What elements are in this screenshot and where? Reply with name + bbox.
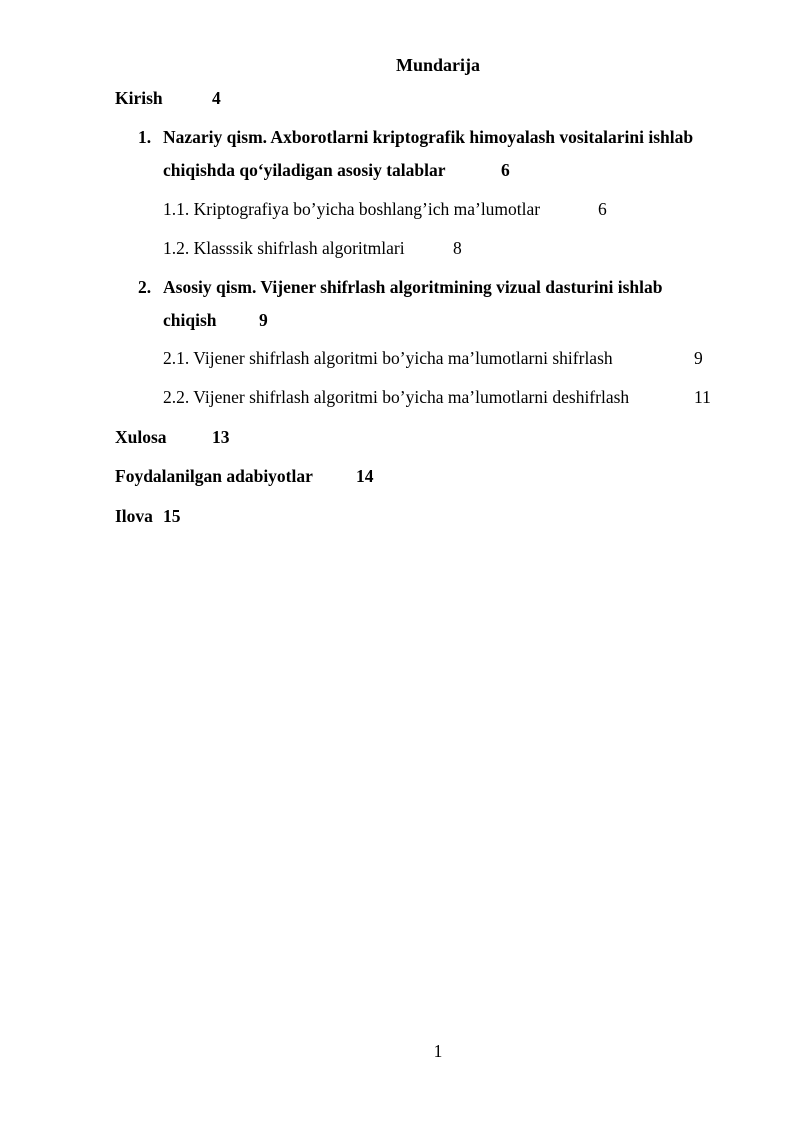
toc-entry-part1-line1: Nazariy qism. Axborotlarni kriptografik himoyalash vositalarini ishlab: [163, 127, 694, 147]
toc-entry-part2-line2: [163, 310, 268, 331]
toc-entry-page: 6: [501, 160, 510, 180]
toc-entry-label: Xulosa: [115, 427, 167, 447]
toc-entry-1-1: [163, 199, 607, 220]
toc-entry-part1-number: 1.: [138, 127, 152, 147]
toc-entry-label: chiqish: [163, 310, 217, 330]
toc-entry-label: 1.2. Klasssik shifrlash algoritmlari: [163, 238, 405, 258]
toc-entry-page: 13: [212, 427, 230, 447]
toc-entry-appendix: [115, 506, 181, 527]
toc-entry-label: chiqishda qo‘yiladigan asosiy talablar: [163, 160, 446, 180]
toc-entry-page: 9: [694, 348, 703, 368]
toc-entry-2-2: [163, 387, 711, 408]
toc-entry-part1-line2: [163, 160, 510, 181]
toc-title: Mundarija: [395, 55, 480, 75]
toc-entry-label: Foydalanilgan adabiyotlar: [115, 466, 313, 486]
toc-entry-label: Ilova: [115, 506, 153, 526]
toc-entry-label: Kirish: [115, 88, 163, 108]
toc-entry-page: 6: [598, 199, 607, 219]
toc-entry-label: 2.1. Vijener shifrlash algoritmi bo’yicha ma’lumotlarni shifrlash: [163, 348, 613, 368]
toc-entry-page: 4: [212, 88, 221, 108]
toc-entry-page: 11: [694, 387, 711, 407]
toc-entry-part2-number: 2.: [138, 277, 152, 297]
toc-entry-page: 9: [259, 310, 268, 330]
toc-entry-label: 1.1. Kriptografiya bo’yicha boshlang’ich ma’lumotlar: [163, 199, 541, 219]
toc-entry-conclusion: [115, 427, 230, 448]
toc-entry-page: 15: [163, 506, 181, 526]
toc-entry-label: 2.2. Vijener shifrlash algoritmi bo’yicha ma’lumotlarni deshifrlash: [163, 387, 630, 407]
toc-entry-1-2: [163, 238, 462, 259]
toc-entry-page: 14: [356, 466, 374, 486]
toc-entry-intro: [115, 88, 221, 109]
toc-entry-part2-line1: Asosiy qism. Vijener shifrlash algoritmining vizual dasturini ishlab: [163, 277, 663, 297]
toc-entry-references: [115, 466, 374, 487]
toc-entry-page: 8: [453, 238, 462, 258]
page-number: 1: [433, 1041, 443, 1061]
toc-entry-2-1: [163, 348, 703, 369]
